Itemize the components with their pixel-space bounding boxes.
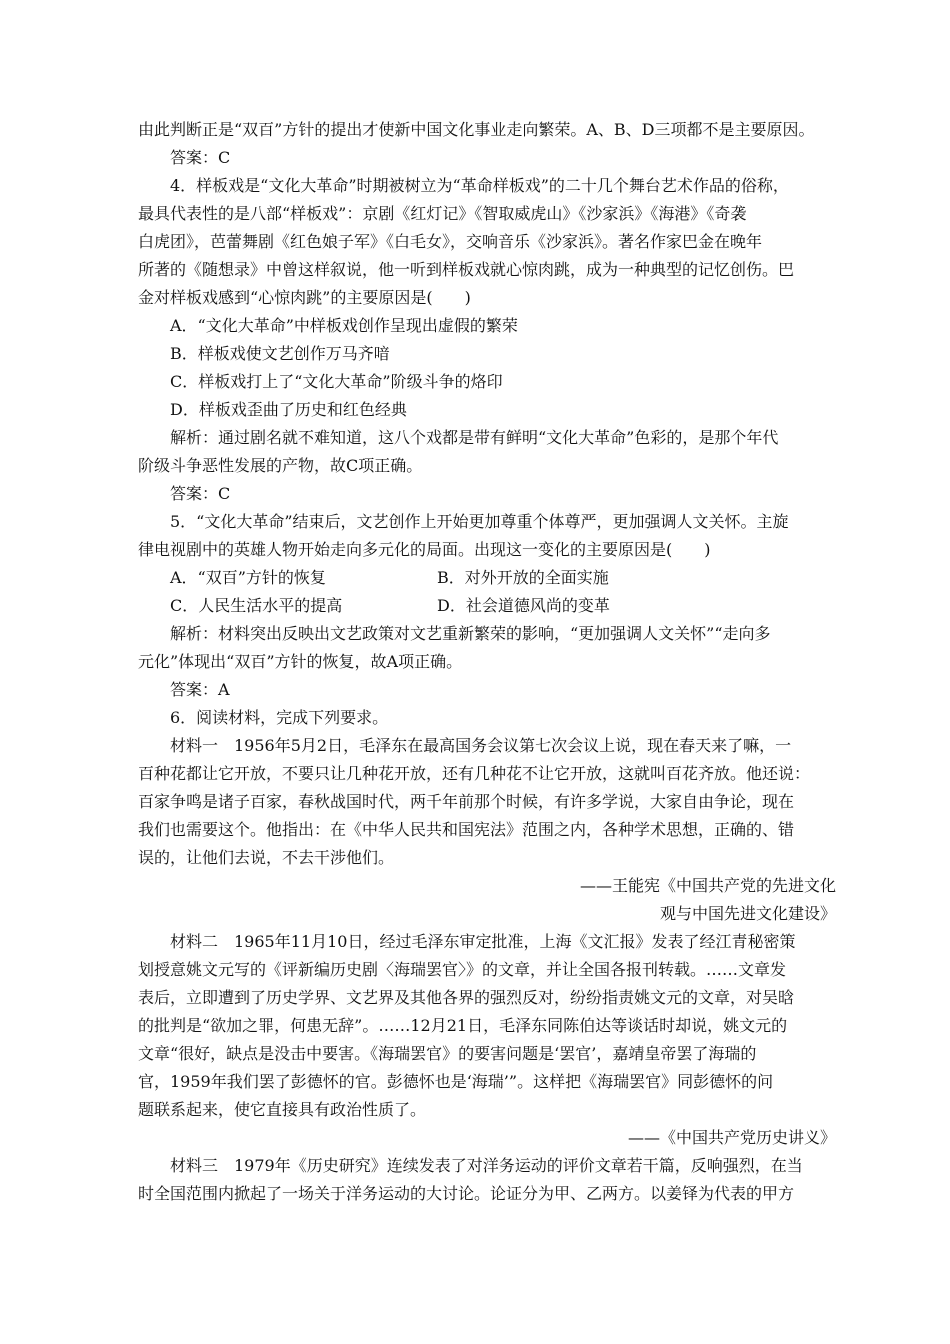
text-line: 百家争鸣是诸子百家，春秋战国时代，两千年前那个时候，有许多学说，大家自由争论，现在 [138, 792, 795, 811]
material-3-line: 材料三 1979年《历史研究》连续发表了对洋务运动的评价文章若干篇，反响强烈，在当 [170, 1156, 803, 1175]
text-line: 百种花都让它开放，不要只让几种花开放，还有几种花不让它开放，这就叫百花齐放。他还说： [138, 764, 811, 783]
option-c: C．样板戏打上了“文化大革命”阶级斗争的烙印 [170, 372, 503, 391]
source-citation: ——王能宪《中国共产党的先进文化 [579, 876, 836, 895]
source-citation: 观与中国先进文化建设》 [659, 904, 836, 923]
answer-line: 答案：C [170, 484, 231, 503]
question-6-stem: 6．阅读材料，完成下列要求。 [170, 708, 389, 727]
text-line: 表后，立即遭到了历史学界、文艺界及其他各界的强烈反对，纷纷指责姚文元的文章，对吴晗 [138, 988, 795, 1007]
question-4-stem: 4．样板戏是“文化大革命”时期被树立为“革命样板戏”的二十几个舞台艺术作品的俗称， [170, 176, 789, 195]
option-b: B．样板戏使文艺创作万马齐喑 [170, 344, 390, 363]
question-5-stem: 5．“文化大革命”结束后，文艺创作上开始更加尊重个体尊严，更加强调人文关怀。主旋 [170, 512, 789, 531]
text-line: 白虎团》，芭蕾舞剧《红色娘子军》《白毛女》，交响音乐《沙家浜》。著名作家巴金在晚年 [138, 232, 763, 251]
material-2-line: 材料二 1965年11月10日，经过毛泽东审定批准，上海《文汇报》发表了经江青秘密策 [170, 932, 796, 951]
text-line: 由此判断正是“双百”方针的提出才使新中国文化事业走向繁荣。A、B、D三项都不是主要原因。 [138, 120, 815, 139]
text-line: 金对样板戏感到“心惊肉跳”的主要原因是( ) [138, 288, 471, 307]
source-citation: ——《中国共产党历史讲义》 [627, 1128, 836, 1147]
text-line: 我们也需要这个。他指出：在《中华人民共和国宪法》范围之内，各种学术思想，正确的、错 [138, 820, 795, 839]
option-d: D．样板戏歪曲了历史和红色经典 [170, 400, 407, 419]
text-line: 元化”体现出“双百”方针的恢复，故A项正确。 [138, 652, 463, 671]
text-line: 时全国范围内掀起了一场关于洋务运动的大讨论。论证分为甲、乙两方。以姜铎为代表的甲方 [138, 1184, 795, 1203]
text-line: 最具代表性的是八部“样板戏”：京剧《红灯记》《智取威虎山》《沙家浜》《海港》《奇袭 [138, 204, 747, 223]
text-line: 律电视剧中的英雄人物开始走向多元化的局面。出现这一变化的主要原因是( ) [138, 540, 711, 559]
answer-line: 答案：A [170, 680, 230, 699]
option-c: C．人民生活水平的提高 [170, 596, 343, 615]
text-line: 官，1959年我们罢了彭德怀的官。彭德怀也是‘海瑞’”。这样把《海瑞罢官》同彭德怀的问 [138, 1072, 774, 1091]
material-1-line: 材料一 1956年5月2日，毛泽东在最高国务会议第七次会议上说，现在春天来了嘛，一 [170, 736, 792, 755]
text-line: 划授意姚文元写的《评新编历史剧〈海瑞罢官〉》的文章，并让全国各报刊转载。……文章发 [138, 960, 787, 979]
option-a: A．“双百”方针的恢复 [170, 568, 326, 587]
answer-line: 答案：C [170, 148, 231, 167]
text-line: 文章“很好，缺点是没击中要害。《海瑞罢官》的要害问题是‘罢官’，嘉靖皇帝罢了海瑞的 [138, 1044, 757, 1063]
option-a: A．“文化大革命”中样板戏创作呈现出虚假的繁荣 [170, 316, 518, 335]
text-line: 题联系起来，使它直接具有政治性质了。 [138, 1100, 427, 1119]
option-b: B．对外开放的全面实施 [437, 568, 609, 587]
text-line: 阶级斗争恶性发展的产物，故C项正确。 [138, 456, 423, 475]
analysis-line: 解析：材料突出反映出文艺政策对文艺重新繁荣的影响，“更加强调人文关怀”“走向多 [170, 624, 771, 643]
text-line: 误的，让他们去说，不去干涉他们。 [138, 848, 395, 867]
text-line: 的批判是“欲加之罪，何患无辞”。……12月21日，毛泽东同陈伯达等谈话时却说，姚文元的 [138, 1016, 788, 1035]
text-line: 所著的《随想录》中曾这样叙说，他一听到样板戏就心惊肉跳，成为一种典型的记忆创伤。巴 [138, 260, 795, 279]
analysis-line: 解析：通过剧名就不难知道，这八个戏都是带有鲜明“文化大革命”色彩的，是那个年代 [170, 428, 779, 447]
option-d: D．社会道德风尚的变革 [437, 596, 610, 615]
